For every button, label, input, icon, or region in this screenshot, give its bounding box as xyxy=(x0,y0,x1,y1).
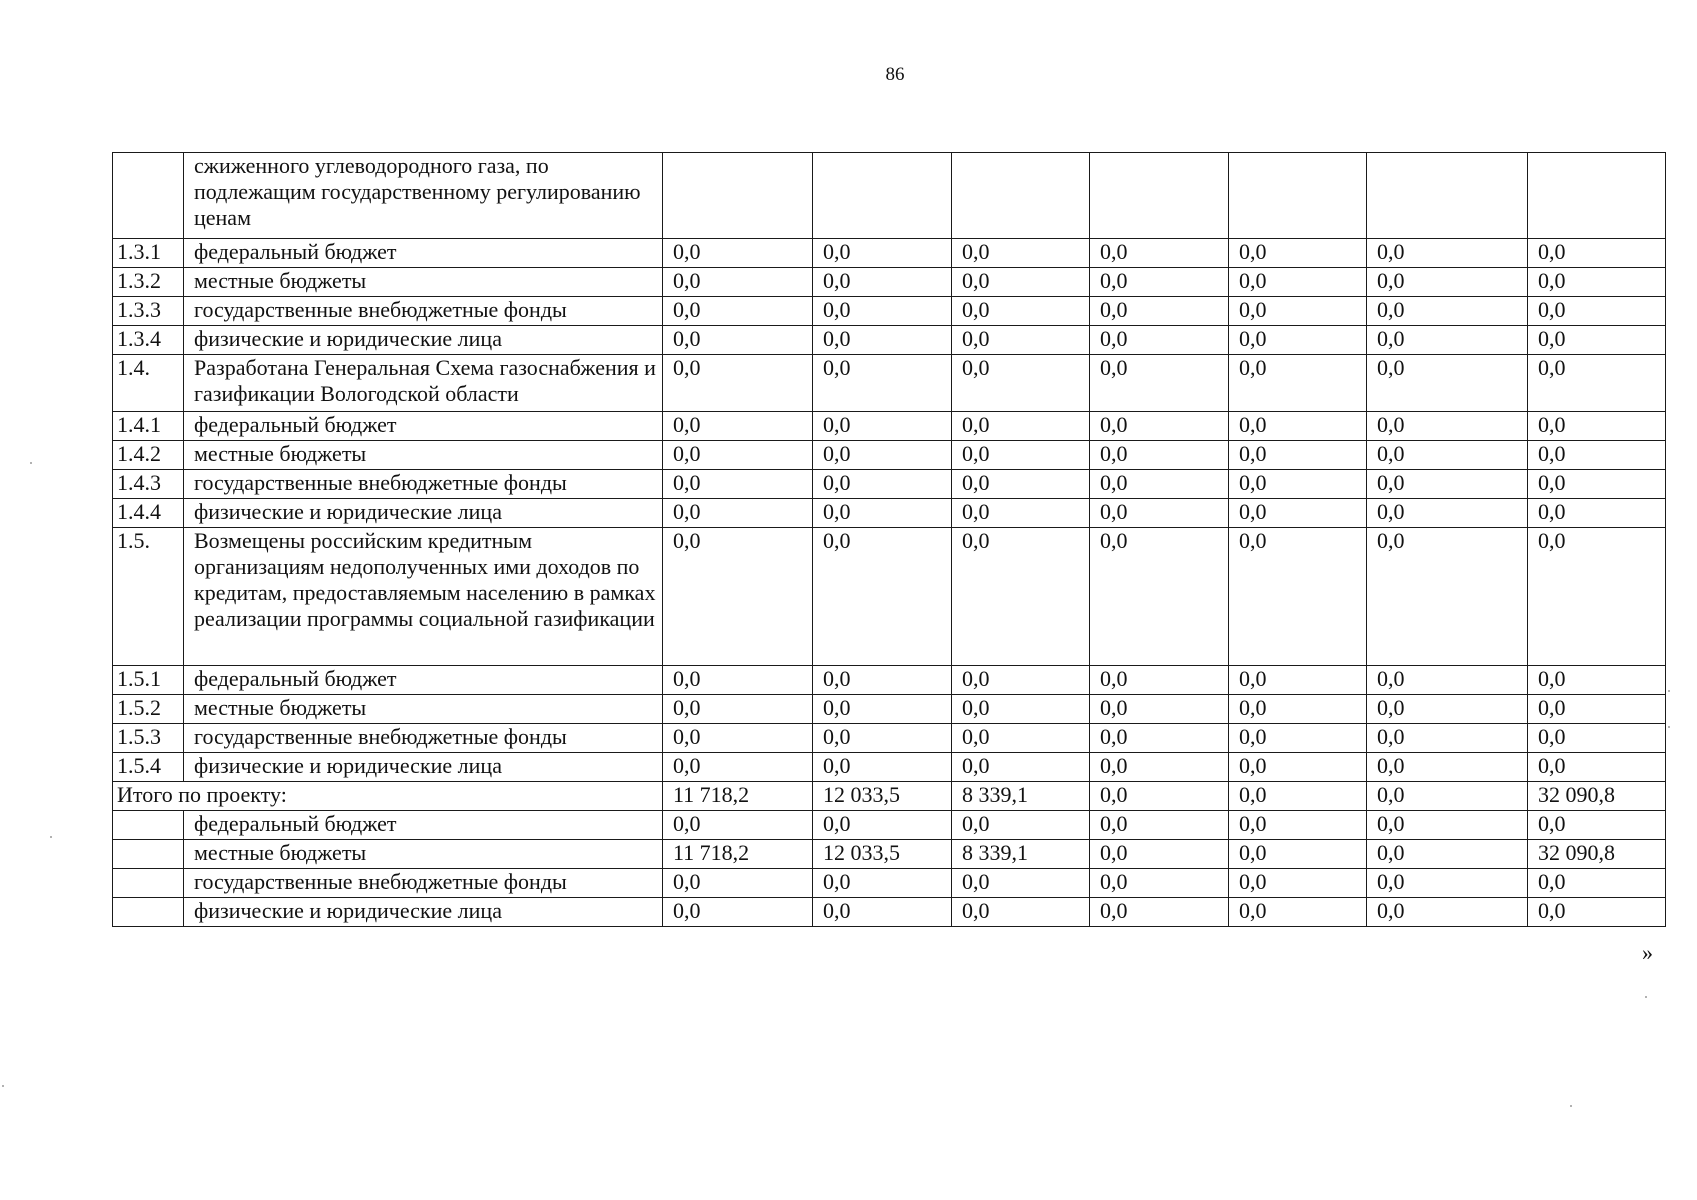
value-cell: 0,0 xyxy=(952,528,1090,666)
value-cell: 0,0 xyxy=(663,412,813,441)
value-cell: 0,0 xyxy=(1367,412,1528,441)
value-cell: 0,0 xyxy=(1090,753,1229,782)
table-row xyxy=(113,441,1666,470)
value-cell: 0,0 xyxy=(1229,268,1367,297)
value-cell: 0,0 xyxy=(1090,412,1229,441)
value-cell: 0,0 xyxy=(663,528,813,666)
closing-quote-mark: » xyxy=(1642,940,1653,965)
value-cell: 0,0 xyxy=(952,724,1090,753)
table-row xyxy=(113,153,1666,239)
value-cell: 0,0 xyxy=(1528,499,1666,528)
value-cell: 0,0 xyxy=(1090,695,1229,724)
value-cell: 0,0 xyxy=(1528,297,1666,326)
value-cell: 0,0 xyxy=(952,326,1090,355)
value-cell: 0,0 xyxy=(1229,528,1367,666)
row-label-cell: физические и юридические лица xyxy=(184,499,663,528)
value-cell: 0,0 xyxy=(813,470,952,499)
value-cell: 0,0 xyxy=(952,666,1090,695)
row-code-cell: 1.4.3 xyxy=(113,470,184,499)
value-cell: 0,0 xyxy=(1090,724,1229,753)
value-cell: 0,0 xyxy=(1367,441,1528,470)
value-cell: 0,0 xyxy=(663,811,813,840)
row-label-cell: федеральный бюджет xyxy=(184,811,663,840)
row-label-cell: местные бюджеты xyxy=(184,840,663,869)
value-cell xyxy=(952,153,1090,239)
value-cell: 0,0 xyxy=(813,441,952,470)
value-cell: 0,0 xyxy=(663,753,813,782)
row-label-cell: Возмещены российским кредитным организациям недополученных ими доходов по кредитам, предоставляемым населению в рамках реализации программы социальной газификации xyxy=(184,528,663,666)
value-cell: 12 033,5 xyxy=(813,840,952,869)
value-cell: 0,0 xyxy=(813,412,952,441)
value-cell: 0,0 xyxy=(1090,666,1229,695)
value-cell: 0,0 xyxy=(1090,297,1229,326)
value-cell: 0,0 xyxy=(1367,326,1528,355)
value-cell: 0,0 xyxy=(952,412,1090,441)
table-row xyxy=(113,811,1666,840)
value-cell: 0,0 xyxy=(1229,840,1367,869)
value-cell: 0,0 xyxy=(663,869,813,898)
value-cell: 0,0 xyxy=(1367,695,1528,724)
value-cell: 0,0 xyxy=(813,326,952,355)
row-label-cell: местные бюджеты xyxy=(184,441,663,470)
value-cell: 0,0 xyxy=(813,528,952,666)
value-cell: 0,0 xyxy=(663,666,813,695)
value-cell xyxy=(813,153,952,239)
value-cell: 0,0 xyxy=(1090,499,1229,528)
value-cell: 0,0 xyxy=(1367,239,1528,268)
value-cell: 0,0 xyxy=(813,239,952,268)
value-cell: 0,0 xyxy=(813,898,952,927)
scan-speck xyxy=(1645,996,1647,998)
value-cell: 0,0 xyxy=(663,499,813,528)
value-cell: 0,0 xyxy=(1528,441,1666,470)
row-code-cell: 1.3.4 xyxy=(113,326,184,355)
value-cell: 0,0 xyxy=(1528,528,1666,666)
value-cell: 32 090,8 xyxy=(1528,782,1666,811)
value-cell: 0,0 xyxy=(1367,898,1528,927)
value-cell: 0,0 xyxy=(1229,695,1367,724)
row-label-cell: физические и юридические лица xyxy=(184,898,663,927)
table-row xyxy=(113,470,1666,499)
value-cell: 0,0 xyxy=(1229,355,1367,412)
table-row xyxy=(113,695,1666,724)
table-row xyxy=(113,782,1666,811)
row-code-cell: 1.4.4 xyxy=(113,499,184,528)
table-row xyxy=(113,898,1666,927)
value-cell: 0,0 xyxy=(813,811,952,840)
value-cell: 0,0 xyxy=(1528,724,1666,753)
table-row xyxy=(113,326,1666,355)
value-cell: 0,0 xyxy=(952,441,1090,470)
value-cell: 0,0 xyxy=(1229,499,1367,528)
row-code-cell: 1.5.2 xyxy=(113,695,184,724)
row-code-cell: 1.4.2 xyxy=(113,441,184,470)
table-row xyxy=(113,268,1666,297)
value-cell: 0,0 xyxy=(1528,869,1666,898)
value-cell: 0,0 xyxy=(1367,355,1528,412)
table-row xyxy=(113,412,1666,441)
value-cell: 0,0 xyxy=(952,470,1090,499)
row-code-cell: 1.3.1 xyxy=(113,239,184,268)
value-cell: 0,0 xyxy=(1528,695,1666,724)
value-cell: 0,0 xyxy=(663,724,813,753)
scan-speck xyxy=(2,1085,4,1087)
table-row xyxy=(113,869,1666,898)
row-label-cell: федеральный бюджет xyxy=(184,412,663,441)
value-cell: 0,0 xyxy=(1229,753,1367,782)
value-cell: 0,0 xyxy=(1090,239,1229,268)
value-cell: 0,0 xyxy=(1229,470,1367,499)
value-cell: 0,0 xyxy=(952,753,1090,782)
value-cell: 0,0 xyxy=(663,268,813,297)
value-cell: 0,0 xyxy=(1367,724,1528,753)
value-cell: 0,0 xyxy=(952,239,1090,268)
value-cell: 0,0 xyxy=(1090,811,1229,840)
row-code-cell xyxy=(113,869,184,898)
value-cell: 0,0 xyxy=(1367,811,1528,840)
row-label-cell: государственные внебюджетные фонды xyxy=(184,470,663,499)
value-cell: 0,0 xyxy=(813,869,952,898)
table-row xyxy=(113,355,1666,412)
value-cell: 0,0 xyxy=(1367,869,1528,898)
value-cell: 0,0 xyxy=(952,695,1090,724)
value-cell: 0,0 xyxy=(1229,326,1367,355)
value-cell: 0,0 xyxy=(663,297,813,326)
table-row xyxy=(113,666,1666,695)
value-cell: 0,0 xyxy=(1367,268,1528,297)
row-code-cell xyxy=(113,811,184,840)
row-code-cell: 1.5.4 xyxy=(113,753,184,782)
scan-speck xyxy=(50,836,52,838)
value-cell: 0,0 xyxy=(1229,811,1367,840)
value-cell: 0,0 xyxy=(1229,239,1367,268)
row-code-cell: 1.5. xyxy=(113,528,184,666)
value-cell: 0,0 xyxy=(1090,869,1229,898)
value-cell: 0,0 xyxy=(813,355,952,412)
row-code-cell: 1.4. xyxy=(113,355,184,412)
table-row xyxy=(113,840,1666,869)
value-cell: 0,0 xyxy=(1229,297,1367,326)
row-code-cell: 1.5.3 xyxy=(113,724,184,753)
value-cell: 0,0 xyxy=(1229,869,1367,898)
value-cell: 0,0 xyxy=(1229,724,1367,753)
value-cell: 0,0 xyxy=(1528,470,1666,499)
value-cell: 0,0 xyxy=(663,326,813,355)
value-cell: 0,0 xyxy=(1090,840,1229,869)
value-cell: 0,0 xyxy=(1528,898,1666,927)
value-cell: 0,0 xyxy=(1090,355,1229,412)
row-label-cell: государственные внебюджетные фонды xyxy=(184,869,663,898)
value-cell: 0,0 xyxy=(813,499,952,528)
table-row xyxy=(113,528,1666,666)
row-label-cell: физические и юридические лица xyxy=(184,753,663,782)
value-cell: 0,0 xyxy=(1367,528,1528,666)
row-code-cell: 1.5.1 xyxy=(113,666,184,695)
scan-speck xyxy=(30,462,32,464)
value-cell: 0,0 xyxy=(952,297,1090,326)
value-cell: 11 718,2 xyxy=(663,782,813,811)
value-cell xyxy=(1528,153,1666,239)
value-cell: 8 339,1 xyxy=(952,840,1090,869)
value-cell: 0,0 xyxy=(663,898,813,927)
row-label-cell: местные бюджеты xyxy=(184,268,663,297)
value-cell: 0,0 xyxy=(813,666,952,695)
row-code-cell xyxy=(113,898,184,927)
value-cell: 0,0 xyxy=(1367,470,1528,499)
value-cell: 0,0 xyxy=(1367,840,1528,869)
value-cell: 0,0 xyxy=(663,470,813,499)
row-label-cell: Разработана Генеральная Схема газоснабжения и газификации Вологодской области xyxy=(184,355,663,412)
row-code-cell: 1.4.1 xyxy=(113,412,184,441)
value-cell: 0,0 xyxy=(1090,898,1229,927)
scan-speck xyxy=(1668,726,1670,728)
table-row xyxy=(113,297,1666,326)
value-cell xyxy=(1367,153,1528,239)
value-cell: 0,0 xyxy=(1528,412,1666,441)
value-cell: 0,0 xyxy=(1528,666,1666,695)
row-label-cell: сжиженного углеводородного газа, по подлежащим государственному регулированию ценам xyxy=(184,153,663,239)
total-label-cell: Итого по проекту: xyxy=(113,782,663,811)
value-cell: 11 718,2 xyxy=(663,840,813,869)
value-cell: 0,0 xyxy=(952,355,1090,412)
budget-table xyxy=(112,152,1666,927)
value-cell: 0,0 xyxy=(813,695,952,724)
value-cell: 0,0 xyxy=(1367,753,1528,782)
value-cell: 0,0 xyxy=(813,297,952,326)
value-cell: 0,0 xyxy=(1229,441,1367,470)
value-cell: 0,0 xyxy=(1090,470,1229,499)
value-cell: 0,0 xyxy=(1229,412,1367,441)
table-row xyxy=(113,499,1666,528)
value-cell: 0,0 xyxy=(813,753,952,782)
value-cell: 0,0 xyxy=(1229,782,1367,811)
value-cell xyxy=(1090,153,1229,239)
value-cell: 0,0 xyxy=(952,268,1090,297)
value-cell: 0,0 xyxy=(813,268,952,297)
value-cell: 0,0 xyxy=(1090,268,1229,297)
value-cell: 8 339,1 xyxy=(952,782,1090,811)
row-code-cell: 1.3.2 xyxy=(113,268,184,297)
row-code-cell xyxy=(113,840,184,869)
row-label-cell: государственные внебюджетные фонды xyxy=(184,297,663,326)
value-cell: 0,0 xyxy=(1229,898,1367,927)
value-cell: 0,0 xyxy=(1528,268,1666,297)
scan-speck xyxy=(1668,690,1670,692)
value-cell: 0,0 xyxy=(1528,239,1666,268)
value-cell xyxy=(663,153,813,239)
value-cell xyxy=(1229,153,1367,239)
value-cell: 0,0 xyxy=(952,898,1090,927)
value-cell: 0,0 xyxy=(952,869,1090,898)
row-code-cell: 1.3.3 xyxy=(113,297,184,326)
row-label-cell: местные бюджеты xyxy=(184,695,663,724)
value-cell: 0,0 xyxy=(952,499,1090,528)
value-cell: 0,0 xyxy=(1528,811,1666,840)
value-cell: 12 033,5 xyxy=(813,782,952,811)
row-label-cell: государственные внебюджетные фонды xyxy=(184,724,663,753)
value-cell: 0,0 xyxy=(1090,528,1229,666)
value-cell: 0,0 xyxy=(1528,326,1666,355)
row-code-cell xyxy=(113,153,184,239)
value-cell: 0,0 xyxy=(663,239,813,268)
value-cell: 0,0 xyxy=(1367,782,1528,811)
value-cell: 0,0 xyxy=(1367,297,1528,326)
value-cell: 0,0 xyxy=(1090,782,1229,811)
row-label-cell: федеральный бюджет xyxy=(184,239,663,268)
row-label-cell: физические и юридические лица xyxy=(184,326,663,355)
scan-speck xyxy=(1570,1105,1572,1107)
value-cell: 0,0 xyxy=(1528,753,1666,782)
table-row xyxy=(113,239,1666,268)
table-row xyxy=(113,753,1666,782)
value-cell: 32 090,8 xyxy=(1528,840,1666,869)
value-cell: 0,0 xyxy=(1367,666,1528,695)
value-cell: 0,0 xyxy=(1229,666,1367,695)
value-cell: 0,0 xyxy=(1090,441,1229,470)
value-cell: 0,0 xyxy=(1090,326,1229,355)
value-cell: 0,0 xyxy=(1367,499,1528,528)
table-row xyxy=(113,724,1666,753)
value-cell: 0,0 xyxy=(1528,355,1666,412)
value-cell: 0,0 xyxy=(663,441,813,470)
page-number: 86 xyxy=(885,64,905,85)
value-cell: 0,0 xyxy=(663,355,813,412)
value-cell: 0,0 xyxy=(813,724,952,753)
row-label-cell: федеральный бюджет xyxy=(184,666,663,695)
value-cell: 0,0 xyxy=(952,811,1090,840)
value-cell: 0,0 xyxy=(663,695,813,724)
table-body xyxy=(113,153,1666,927)
